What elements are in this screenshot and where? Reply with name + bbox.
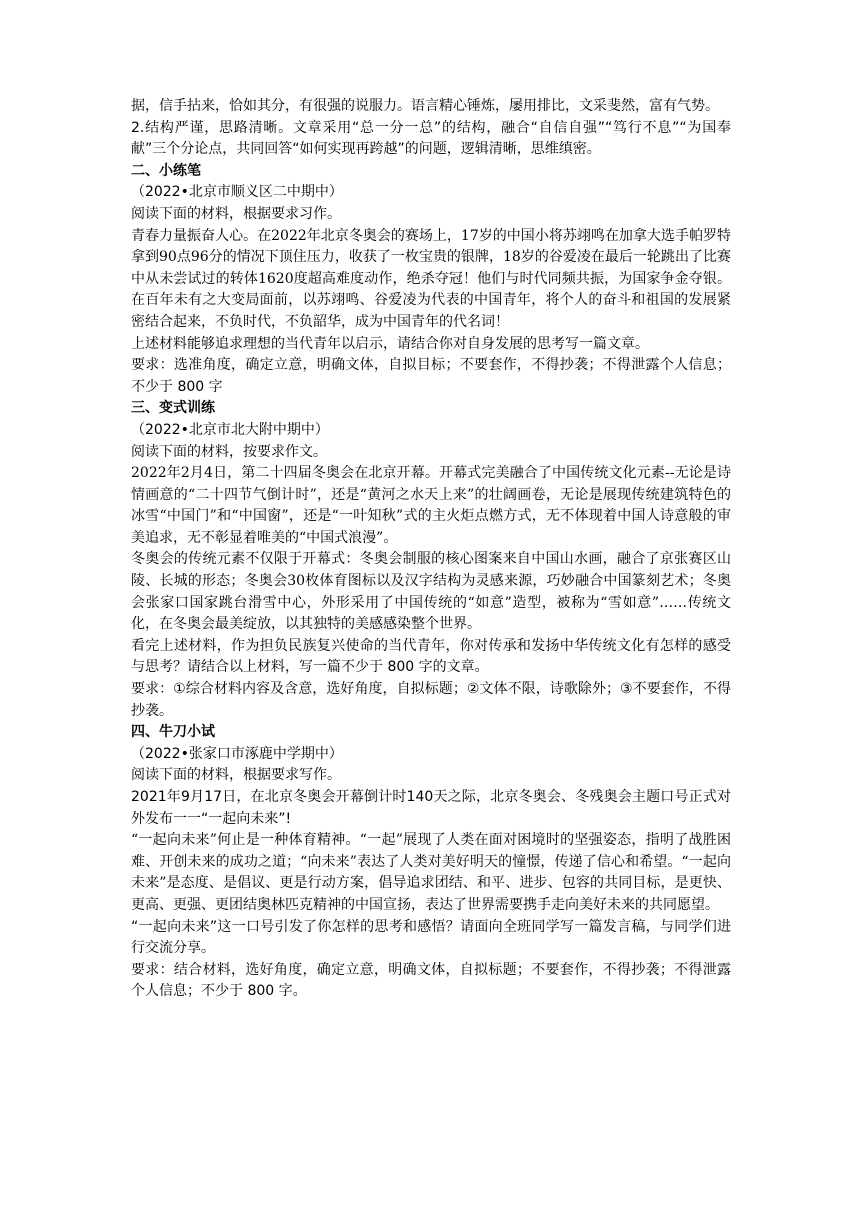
material-4a: 2021年9月17日，在北京冬奥会开幕倒计时140天之际，北京冬奥会、冬残奥会主题口号正式对外发布一一“一起向未来”!	[131, 789, 731, 827]
document-page	[131, 96, 731, 1003]
source-note-2: （2022•北京市顺义区二中期中）	[131, 184, 343, 201]
instruction-4: 阅读下面的材料，根据要求写作。	[131, 767, 341, 784]
section-heading-2: 二、小练笔	[131, 162, 201, 179]
section-heading-3: 三、变式训练	[131, 400, 215, 417]
source-note-4: （2022•张家口市涿鹿中学期中）	[131, 745, 343, 762]
section-heading-4: 四、牛刀小试	[131, 724, 215, 741]
prompt-2: 上述材料能够追求理想的当代青年以启示，请结合你对自身发展的思考写一篇文章。	[131, 335, 649, 352]
material-3a: 2022年2月4日，第二十四届冬奥会在北京开幕。开幕式完美融合了中国传统文化元素--无论是诗情画意的“二十四节气倒计时”，还是“黄河之水天上来”的壮阔画卷，无论是展现传统建筑特色的冰雪“中国门”和“中国窗”，还是“一叶知秋”式的主火炬点燃方式，无不体现着中国人诗意般的审美追求，无不彰显着唯美的“中国式浪漫”。	[131, 465, 731, 546]
requirements-3: 要求：①综合材料内容及含意，选好角度，自拟标题；②文体不限，诗歌除外；③不要套作，不得抄袭。	[131, 681, 731, 719]
material-3b: 冬奥会的传统元素不仅限于开幕式：冬奥会制服的核心图案来自中国山水画，融合了京张赛区山陵、长城的形态；冬奥会30枚体育图标以及汉字结构为灵感来源，巧妙融合中国篆刻艺术；冬奥会张家口国家跳台滑雪中心，外形采用了中国传统的“如意”造型，被称为“雪如意”……传统文化，在冬奥会最美绽放，以其独特的美感感染整个世界。	[131, 551, 731, 633]
paragraph-structure-analysis: 2.结构严谨，思路清晰。文章采用“总一分一总”的结构，融合“自信自强”“笃行不息”“为国奉献”三个分论点，共同回答“如何实现再跨越”的问题，逻辑清晰，思维缜密。	[131, 119, 731, 158]
paragraph-prev-analysis-end: 据，信手拈来，恰如其分，有很强的说服力。语言精心锤炼，屡用排比，文采斐然，富有气势。	[131, 98, 719, 114]
prompt-3: 看完上述材料，作为担负民族复兴使命的当代青年，你对传承和发扬中华传统文化有怎样的感受与思考？请结合以上材料，写一篇不少于 800 字的文章。	[131, 637, 731, 676]
instruction-2: 阅读下面的材料，根据要求习作。	[131, 205, 341, 222]
requirements-2: 要求：选准角度，确定立意，明确文体，自拟目标；不要套作，不得抄袭；不得泄露个人信息； 不少于 800 字	[131, 357, 731, 395]
material-2: 青春力量振奋人心。在2022年北京冬奥会的赛场上，17岁的中国小将苏翊鸣在加拿大选手帕罗特拿到90点96分的情况下顶住压力，收获了一枚宝贵的银牌，18岁的谷爱凌在最后一轮跳出了比赛中从未尝试过的转体1620度超高难度动作，绝杀夺冠！他们与时代同频共振，为国家争金夺银。在百年未有之大变局面前，以苏翊鸣、谷爱凌为代表的中国青年，将个人的奋斗和祖国的发展紧密结合起来，不负时代，不负韶华，成为中国青年的代名词！	[131, 227, 731, 330]
requirements-4: 要求：结合材料，选好角度，确定立意，明确文体，自拟标题；不要套作，不得抄袭；不得泄露个人信息；不少于 800 字。	[131, 961, 731, 1000]
material-4b: “一起向未来”何止是一种体育精神。“一起”展现了人类在面对困境时的坚强姿态，指明了战胜困难、开创未来的成功之道；“向未来”表达了人类对美好明天的憧憬，传递了信心和希望。“一起向未来”是态度、是倡议、更是行动方案，倡导追求团结、和平、进步、包容的共同目标，是更快、更高、更强、更团结奥林匹克精神的中国宣扬，表达了世界需要携手走向美好未来的共同愿望。	[131, 832, 731, 913]
instruction-3: 阅读下面的材料，按要求作文。	[131, 443, 327, 460]
source-note-3: （2022•北京市北大附中期中）	[131, 421, 329, 438]
prompt-4: “一起向未来”这一口号引发了你怎样的思考和感悟？请面向全班同学写一篇发言稿，与同学们进行交流分享。	[131, 918, 731, 957]
